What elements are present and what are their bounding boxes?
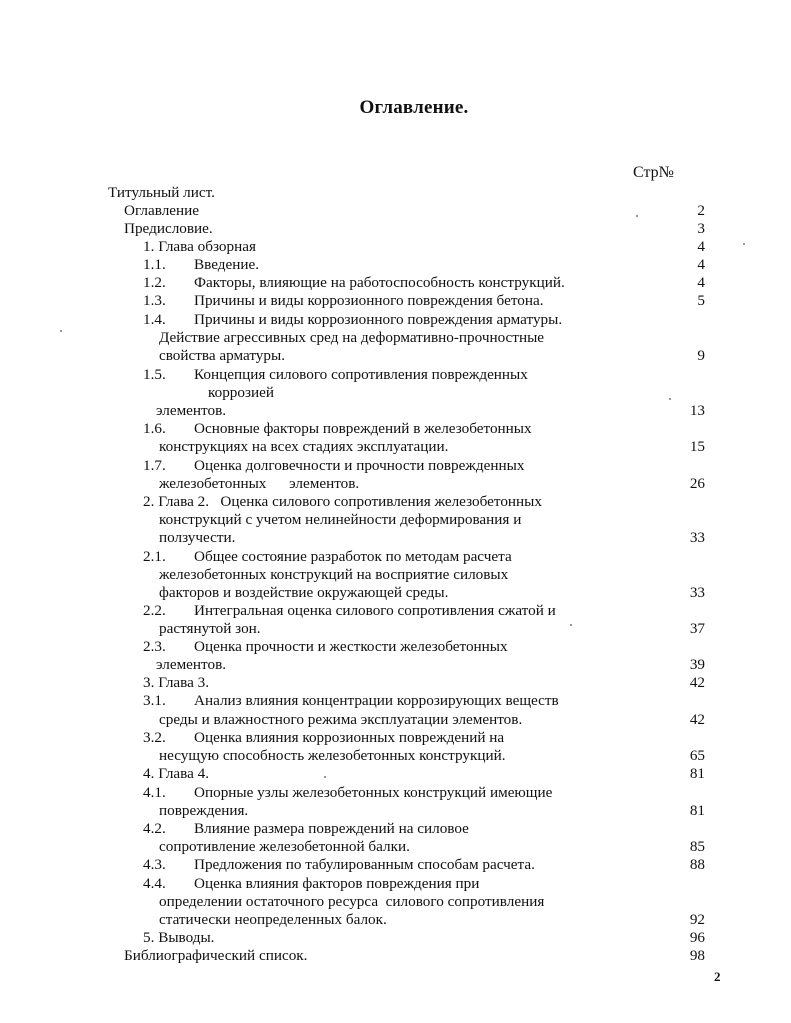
toc-text: Концепция силового сопротивления поврежденных (194, 366, 528, 383)
scan-speck (60, 330, 62, 332)
toc-page-number: 4 (697, 274, 705, 291)
page-number: 2 (714, 969, 721, 984)
toc-page-number: 5 (697, 292, 705, 309)
toc-entry-chapter-4 (143, 765, 209, 783)
toc-number: 1.4. (143, 311, 166, 328)
toc-page-number: 15 (689, 438, 705, 455)
toc-text: Библиографический список. (124, 947, 308, 964)
toc-text: свойства арматуры. (159, 347, 286, 364)
toc-entry-2-1 (143, 548, 512, 566)
toc-entry-1-5 (143, 366, 528, 384)
toc-entry-1-5-cont (208, 384, 274, 402)
toc-page-number: 96 (689, 929, 705, 946)
scan-speck (743, 243, 745, 245)
toc-entry-4-4 (143, 875, 479, 893)
toc-page-number: 4 (697, 256, 705, 273)
toc-page-number: 33 (689, 529, 705, 546)
toc-text: коррозией (208, 384, 274, 401)
toc-entry-2-3 (143, 638, 508, 656)
toc-entry-1-4-cont (159, 329, 544, 347)
toc-entry-4-3 (143, 856, 535, 874)
toc-text: железобетонных конструкций на восприятие силовых (159, 566, 509, 583)
toc-entry-chapter-1 (143, 238, 256, 256)
toc-entry-preface (124, 220, 213, 238)
toc-page-number: 85 (689, 838, 705, 855)
toc-number: 3.1. (143, 692, 166, 709)
page-column-header: Стр№ (633, 164, 674, 181)
toc-text: Оценка долговечности и прочности поврежденных (194, 457, 525, 474)
toc-text: Общее состояние разработок по методам расчета (194, 548, 512, 565)
toc-entry-4-1-cont (159, 802, 248, 820)
toc-entry-4-2 (143, 820, 469, 838)
toc-text: Действие агрессивных сред на деформативно-прочностные (159, 329, 545, 346)
toc-text: Оценка влияния коррозионных повреждений на (194, 729, 505, 746)
toc-number: 4.3. (143, 856, 166, 873)
toc-page-number: 9 (697, 347, 705, 364)
toc-page-number: 65 (689, 747, 705, 764)
toc-entry-1-5-cont (156, 402, 226, 420)
toc-entry-chapter-2 (143, 493, 542, 511)
toc-text: несущую способность железобетонных конструкций. (159, 747, 506, 764)
toc-text: Причины и виды коррозионного повреждения бетона. (194, 292, 544, 309)
toc-entry-contents (124, 202, 199, 220)
toc-text: элементов. (156, 656, 227, 673)
toc-entry-3-1-cont (159, 711, 522, 729)
toc-text: статически неопределенных балок. (159, 911, 387, 928)
toc-entry-1-7 (143, 457, 524, 475)
toc-text: Опорные узлы железобетонных конструкций имеющие (194, 784, 553, 801)
toc-text: 2. Глава 2. Оценка силового сопротивления железобетонных (143, 493, 542, 510)
toc-page-number: 92 (689, 911, 705, 928)
toc-text: сопротивление железобетонной балки. (159, 838, 410, 855)
toc-page-number: 88 (689, 856, 705, 873)
toc-entry-1-3 (143, 292, 544, 310)
toc-text: конструкций с учетом нелинейности деформирования и (159, 511, 522, 528)
scan-speck (669, 398, 671, 400)
toc-text: растянутой зон. (159, 620, 261, 637)
toc-entry-3-1 (143, 692, 559, 710)
toc-text: Оценка прочности и жесткости железобетонных (194, 638, 508, 655)
toc-number: 1.1. (143, 256, 166, 273)
toc-page-number: 37 (689, 620, 705, 637)
toc-number: 1.5. (143, 366, 166, 383)
toc-number: 2.2. (143, 602, 166, 619)
toc-entry-title-page (108, 184, 215, 202)
toc-text: Влияние размера повреждений на силовое (194, 820, 469, 837)
toc-number: 1.3. (143, 292, 166, 309)
toc-entry-1-6-cont (159, 438, 448, 456)
toc-entry-1-2 (143, 274, 565, 292)
toc-number: 2.1. (143, 548, 166, 565)
toc-page-number: 26 (689, 475, 705, 492)
toc-text: Предисловие. (124, 220, 213, 237)
toc-text: 1. Глава обзорная (143, 238, 256, 255)
scan-speck (636, 215, 638, 217)
toc-text: Титульный лист. (108, 184, 215, 201)
toc-text: железобетонных элементов. (159, 475, 360, 492)
toc-number: 1.6. (143, 420, 166, 437)
toc-page-number: 39 (689, 656, 705, 673)
toc-entry-1-4 (143, 311, 562, 329)
toc-number: 2.3. (143, 638, 166, 655)
page-title: Оглавление. (359, 97, 469, 118)
toc-number: 4.4. (143, 875, 166, 892)
toc-page-number: 13 (689, 402, 705, 419)
toc-text: Анализ влияния концентрации коррозирующих веществ (194, 692, 559, 709)
toc-number: 3.2. (143, 729, 166, 746)
toc-text: среды и влажностного режима эксплуатации элементов. (159, 711, 523, 728)
toc-page-number: 42 (689, 711, 705, 728)
scan-speck (324, 776, 326, 778)
toc-entry-2-3-cont (156, 656, 226, 674)
toc-page-number: 98 (689, 947, 705, 964)
toc-entry-3-2-cont (159, 747, 506, 765)
toc-text: 5. Выводы. (143, 929, 215, 946)
toc-text: Факторы, влияющие на работоспособность конструкций. (194, 274, 565, 291)
toc-page-number: 4 (697, 238, 705, 255)
toc-text: конструкциях на всех стадиях эксплуатации. (159, 438, 449, 455)
scan-speck (570, 624, 572, 626)
toc-entry-1-6 (143, 420, 532, 438)
toc-entry-chapter-2-cont (159, 511, 521, 529)
toc-entry-1-1 (143, 256, 259, 274)
toc-text: Введение. (194, 256, 260, 273)
toc-page-number: 42 (689, 674, 705, 691)
toc-entry-chapter-3 (143, 674, 209, 692)
toc-entry-4-1 (143, 784, 552, 802)
toc-text: элементов. (156, 402, 227, 419)
toc-entry-4-4-cont (159, 911, 387, 929)
toc-page-number: 3 (697, 220, 705, 237)
toc-text: определении остаточного ресурса силового сопротивления (159, 893, 545, 910)
toc-entry-3-2 (143, 729, 504, 747)
toc-entry-2-2-cont (159, 620, 261, 638)
toc-text: ползучести. (159, 529, 236, 546)
toc-number: 4.1. (143, 784, 166, 801)
toc-entry-4-4-cont (159, 893, 544, 911)
toc-text: факторов и воздействие окружающей среды. (159, 584, 449, 601)
toc-entry-4-2-cont (159, 838, 410, 856)
toc-entry-1-4-cont (159, 347, 285, 365)
toc-number: 1.7. (143, 457, 166, 474)
toc-text: Предложения по табулированным способам расчета. (194, 856, 535, 873)
toc-text: Основные факторы повреждений в железобетонных (194, 420, 532, 437)
toc-text: Интегральная оценка силового сопротивления сжатой и (194, 602, 556, 619)
toc-text: Причины и виды коррозионного повреждения арматуры. (194, 311, 563, 328)
toc-entry-conclusions (143, 929, 214, 947)
toc-text: Оценка влияния факторов повреждения при (194, 875, 480, 892)
toc-page-number: 2 (697, 202, 705, 219)
toc-entry-chapter-2-cont (159, 529, 235, 547)
toc-number: 1.2. (143, 274, 166, 291)
toc-text: Оглавление (124, 202, 200, 219)
toc-entry-1-7-cont (159, 475, 359, 493)
toc-page-number: 81 (689, 802, 705, 819)
toc-entry-2-2 (143, 602, 556, 620)
toc-page-number: 81 (689, 765, 705, 782)
toc-number: 4.2. (143, 820, 166, 837)
toc-entry-bibliography (124, 947, 307, 965)
toc-text: 4. Глава 4. (143, 765, 210, 782)
toc-text: повреждения. (159, 802, 249, 819)
toc-entry-2-1-cont (159, 566, 508, 584)
toc-text: 3. Глава 3. (143, 674, 210, 691)
toc-entry-2-1-cont (159, 584, 448, 602)
toc-page-number: 33 (689, 584, 705, 601)
